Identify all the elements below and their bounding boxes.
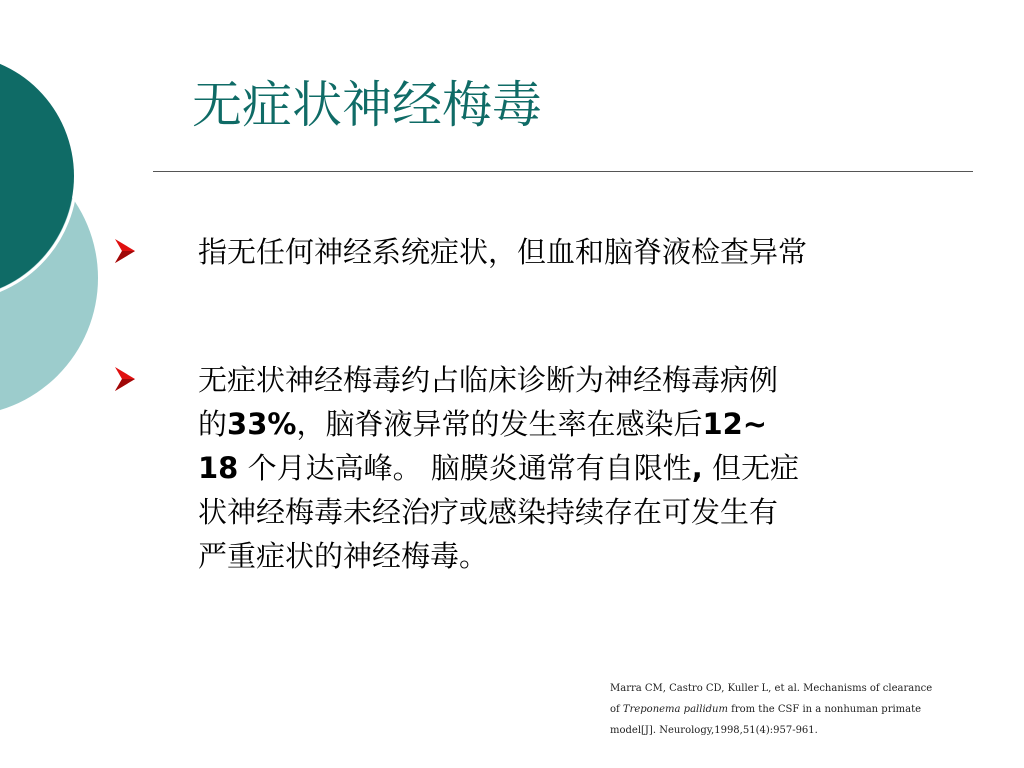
reference-line-3: model[J]. Neurology,1998,51(4):957-961.	[610, 725, 818, 736]
slide-title: 无症状神经梅毒	[192, 76, 542, 134]
reference-line-2	[610, 699, 955, 720]
bullet-2-line-4	[198, 490, 938, 534]
text-run: ，脑脊液异常的发生率在感染后	[296, 407, 703, 441]
bullet-2-line-5	[198, 534, 938, 578]
text-run: of	[610, 704, 623, 715]
text-run: 但无症	[702, 451, 800, 485]
text-run: 状神经梅毒未经治疗或感染持续存在可发生有	[198, 495, 779, 529]
bullet-2-line-2	[198, 402, 938, 446]
reference-line-1: Marra CM, Castro CD, Kuller L, et al. Mechanisms of clearance	[610, 683, 933, 694]
bold-value: 18	[198, 451, 239, 485]
reference-citation	[610, 678, 955, 741]
text-run: 的	[198, 407, 228, 441]
title-divider	[153, 171, 973, 172]
text-run: 严重症状的神经梅毒。	[198, 539, 489, 573]
bullet-2-line-3	[198, 446, 938, 490]
bullet-text-2	[198, 358, 938, 578]
bullet-2-line-1	[198, 358, 938, 402]
decorative-circles	[0, 0, 120, 420]
text-run: 个月达高峰。 脑膜炎通常有自限性	[238, 451, 692, 485]
text-run: 无症状神经梅毒约占临床诊断为神经梅毒病例	[198, 363, 779, 397]
bold-value: ,	[691, 451, 703, 485]
red-arrowhead-icon	[113, 238, 137, 264]
bold-value: 12~	[702, 407, 768, 441]
text-run: from the CSF in a nonhuman primate	[727, 704, 922, 715]
bold-value: 33%	[227, 407, 297, 441]
bullet-text-1: 指无任何神经系统症状，但血和脑脊液检查异常	[198, 235, 808, 269]
red-arrowhead-icon	[113, 366, 137, 392]
italic-species-name: Treponema pallidum	[622, 704, 728, 715]
